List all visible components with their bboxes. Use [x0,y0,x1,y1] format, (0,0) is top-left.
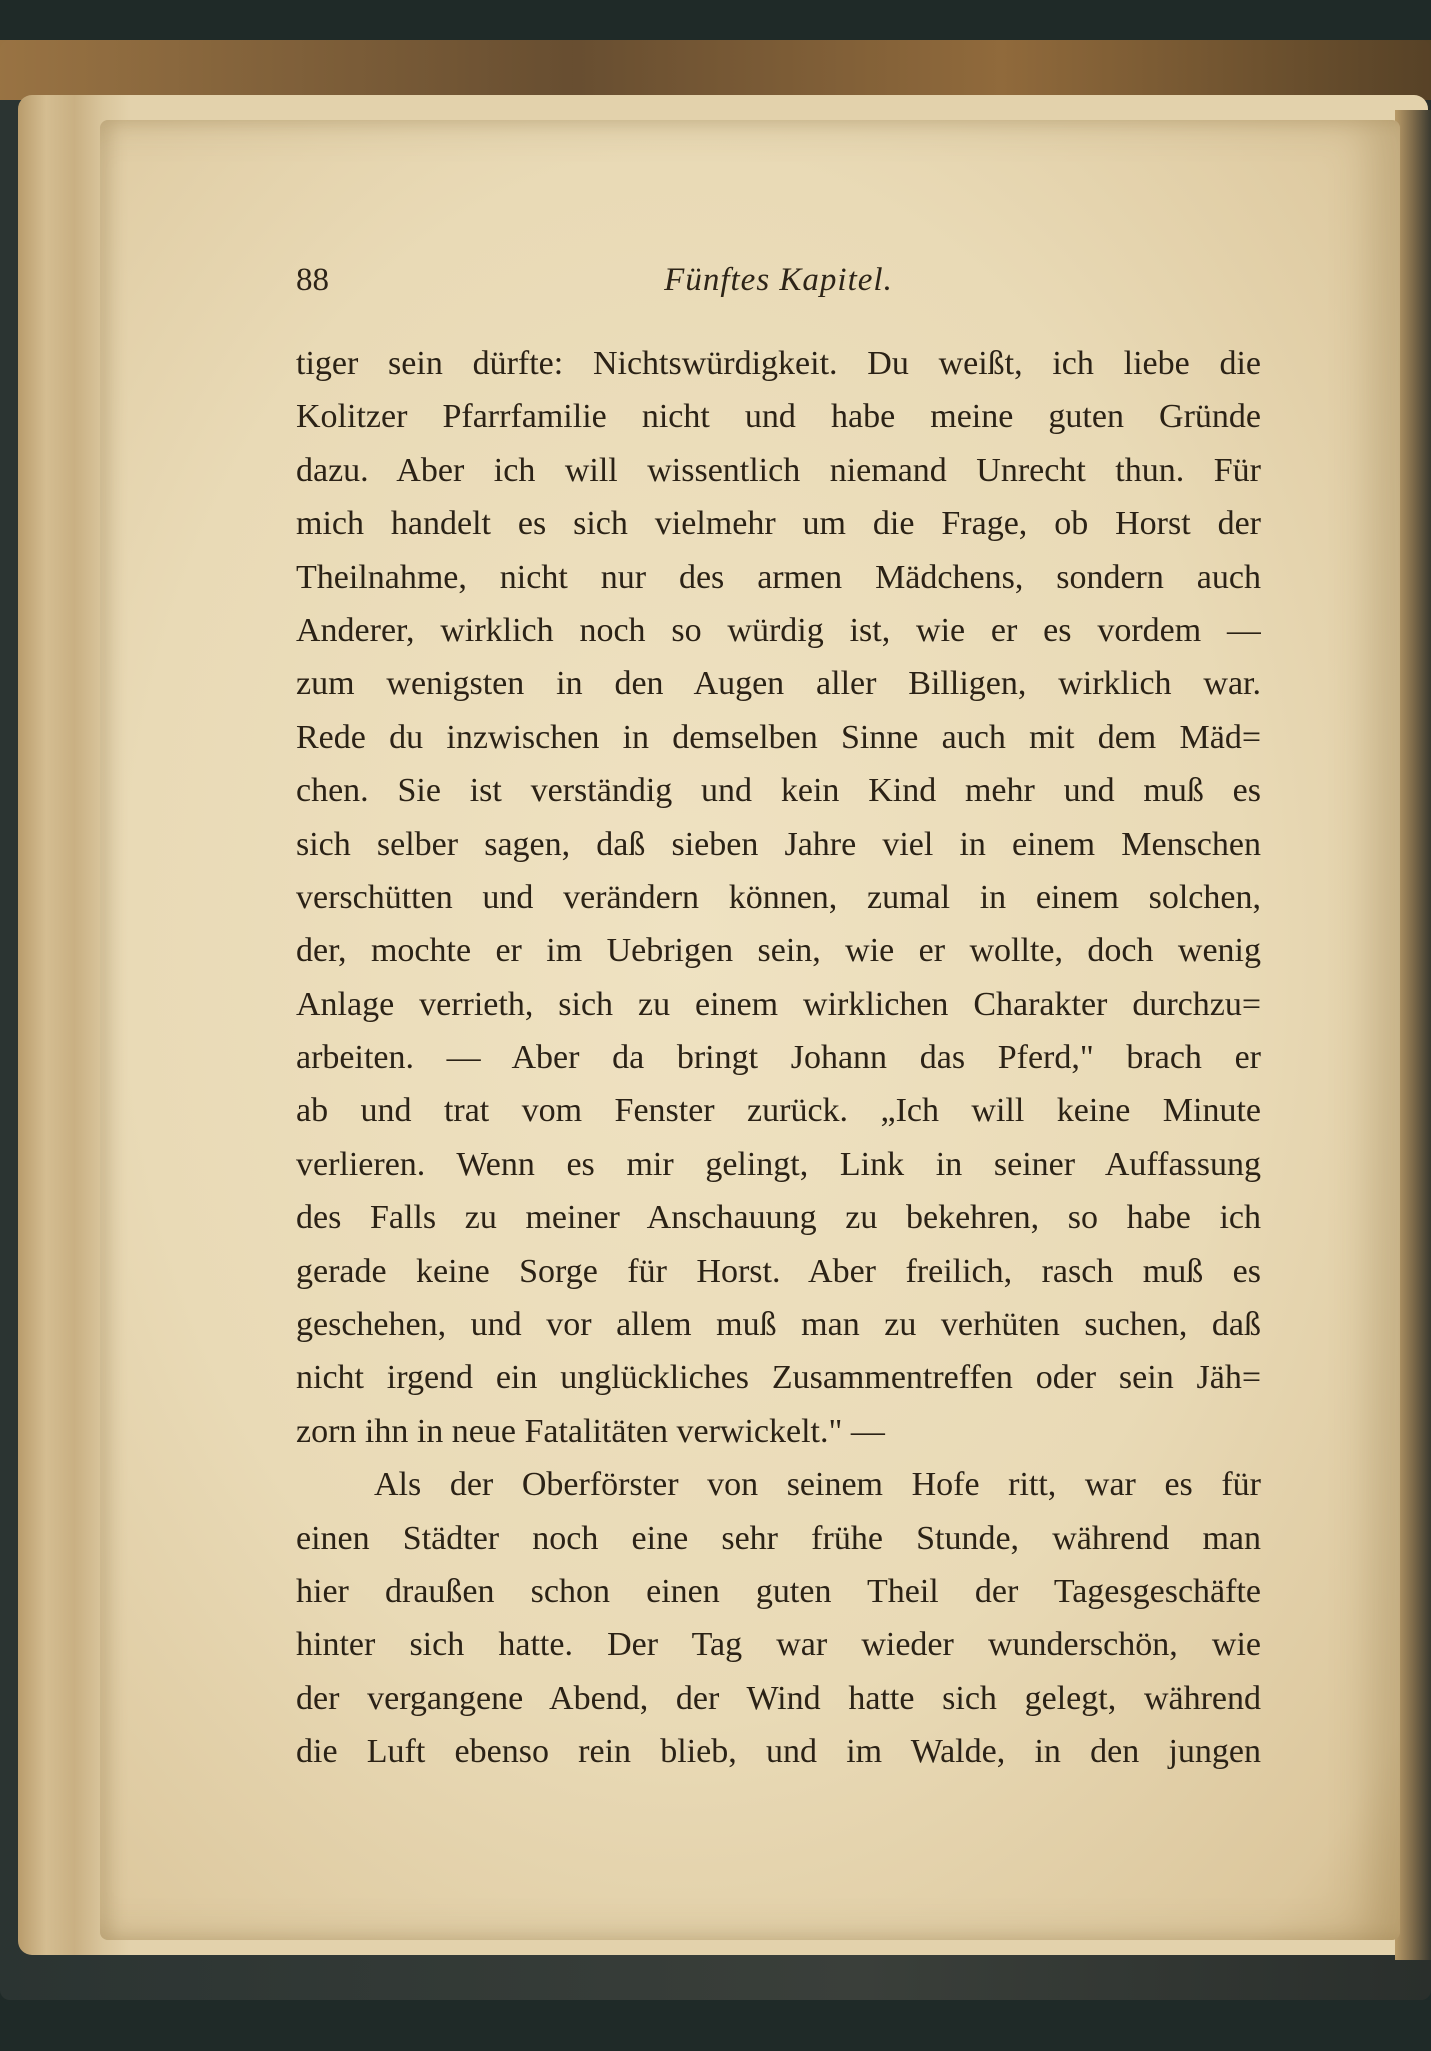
text-line: verlieren. Wenn es mir gelingt, Link in seiner Auffassung [296,1145,1261,1183]
text-line: Rede du inzwischen in demselben Sinne auch mit dem Mäd= [296,718,1261,756]
text-line: chen. Sie ist verständig und kein Kind mehr und muß es [296,772,1261,810]
text-line: gerade keine Sorge für Horst. Aber freilich, rasch muß es [296,1252,1261,1290]
text-line: sich selber sagen, daß sieben Jahre viel in einem Menschen [296,825,1261,863]
body-text [296,337,1261,1779]
text-line: verschütten und verändern können, zumal in einem solchen, [296,878,1261,916]
text-line: Theilnahme, nicht nur des armen Mädchens, sondern auch [296,558,1261,596]
text-line: einen Städter noch eine sehr frühe Stunde, während man [296,1519,1261,1557]
text-line: tiger sein dürfte: Nichtswürdigkeit. Du weißt, ich liebe die [296,345,1261,382]
text-line: ab und trat vom Fenster zurück. „Ich will keine Minute [296,1092,1261,1130]
text-line: die Luft ebenso rein blieb, und im Walde, in den jungen [296,1733,1261,1771]
text-line: arbeiten. — Aber da bringt Johann das Pferd," brach er [296,1039,1261,1077]
text-line: Anderer, wirklich noch so würdig ist, wie er es vordem — [296,611,1261,649]
paragraph-end-line: zorn ihn in neue Fatalitäten verwickelt." — [296,1412,885,1450]
text-line: hier draußen schon einen guten Theil der Tagesgeschäfte [296,1572,1261,1610]
book-cover-edge [0,40,1431,100]
text-line: nicht irgend ein unglückliches Zusammentreffen oder sein Jäh= [296,1359,1261,1397]
text-line: des Falls zu meiner Anschauung zu bekehren, so habe ich [296,1199,1261,1237]
page-number: 88 [296,262,329,298]
text-line: hinter sich hatte. Der Tag war wieder wunderschön, wie [296,1626,1261,1664]
text-line: Kolitzer Pfarrfamilie nicht und habe meine guten Gründe [296,398,1261,436]
text-line: geschehen, und vor allem muß man zu verhüten suchen, daß [296,1306,1261,1344]
book-gutter [1395,110,1431,1960]
text-line: mich handelt es sich vielmehr um die Frage, ob Horst der [296,505,1261,543]
page-header [296,262,1261,312]
paragraph-start-line: Als der Oberförster von seinem Hofe ritt, war es für [374,1466,1261,1504]
text-line: dazu. Aber ich will wissentlich niemand Unrecht thun. Für [296,451,1261,489]
text-line: der, mochte er im Uebrigen sein, wie er wollte, doch wenig [296,932,1261,970]
running-title: Fünftes Kapitel. [664,262,893,298]
text-line: zum wenigsten in den Augen aller Billigen, wirklich war. [296,665,1261,703]
text-line: Anlage verrieth, sich zu einem wirklichen Charakter durchzu= [296,985,1261,1023]
text-line: der vergangene Abend, der Wind hatte sich gelegt, während [296,1679,1261,1717]
